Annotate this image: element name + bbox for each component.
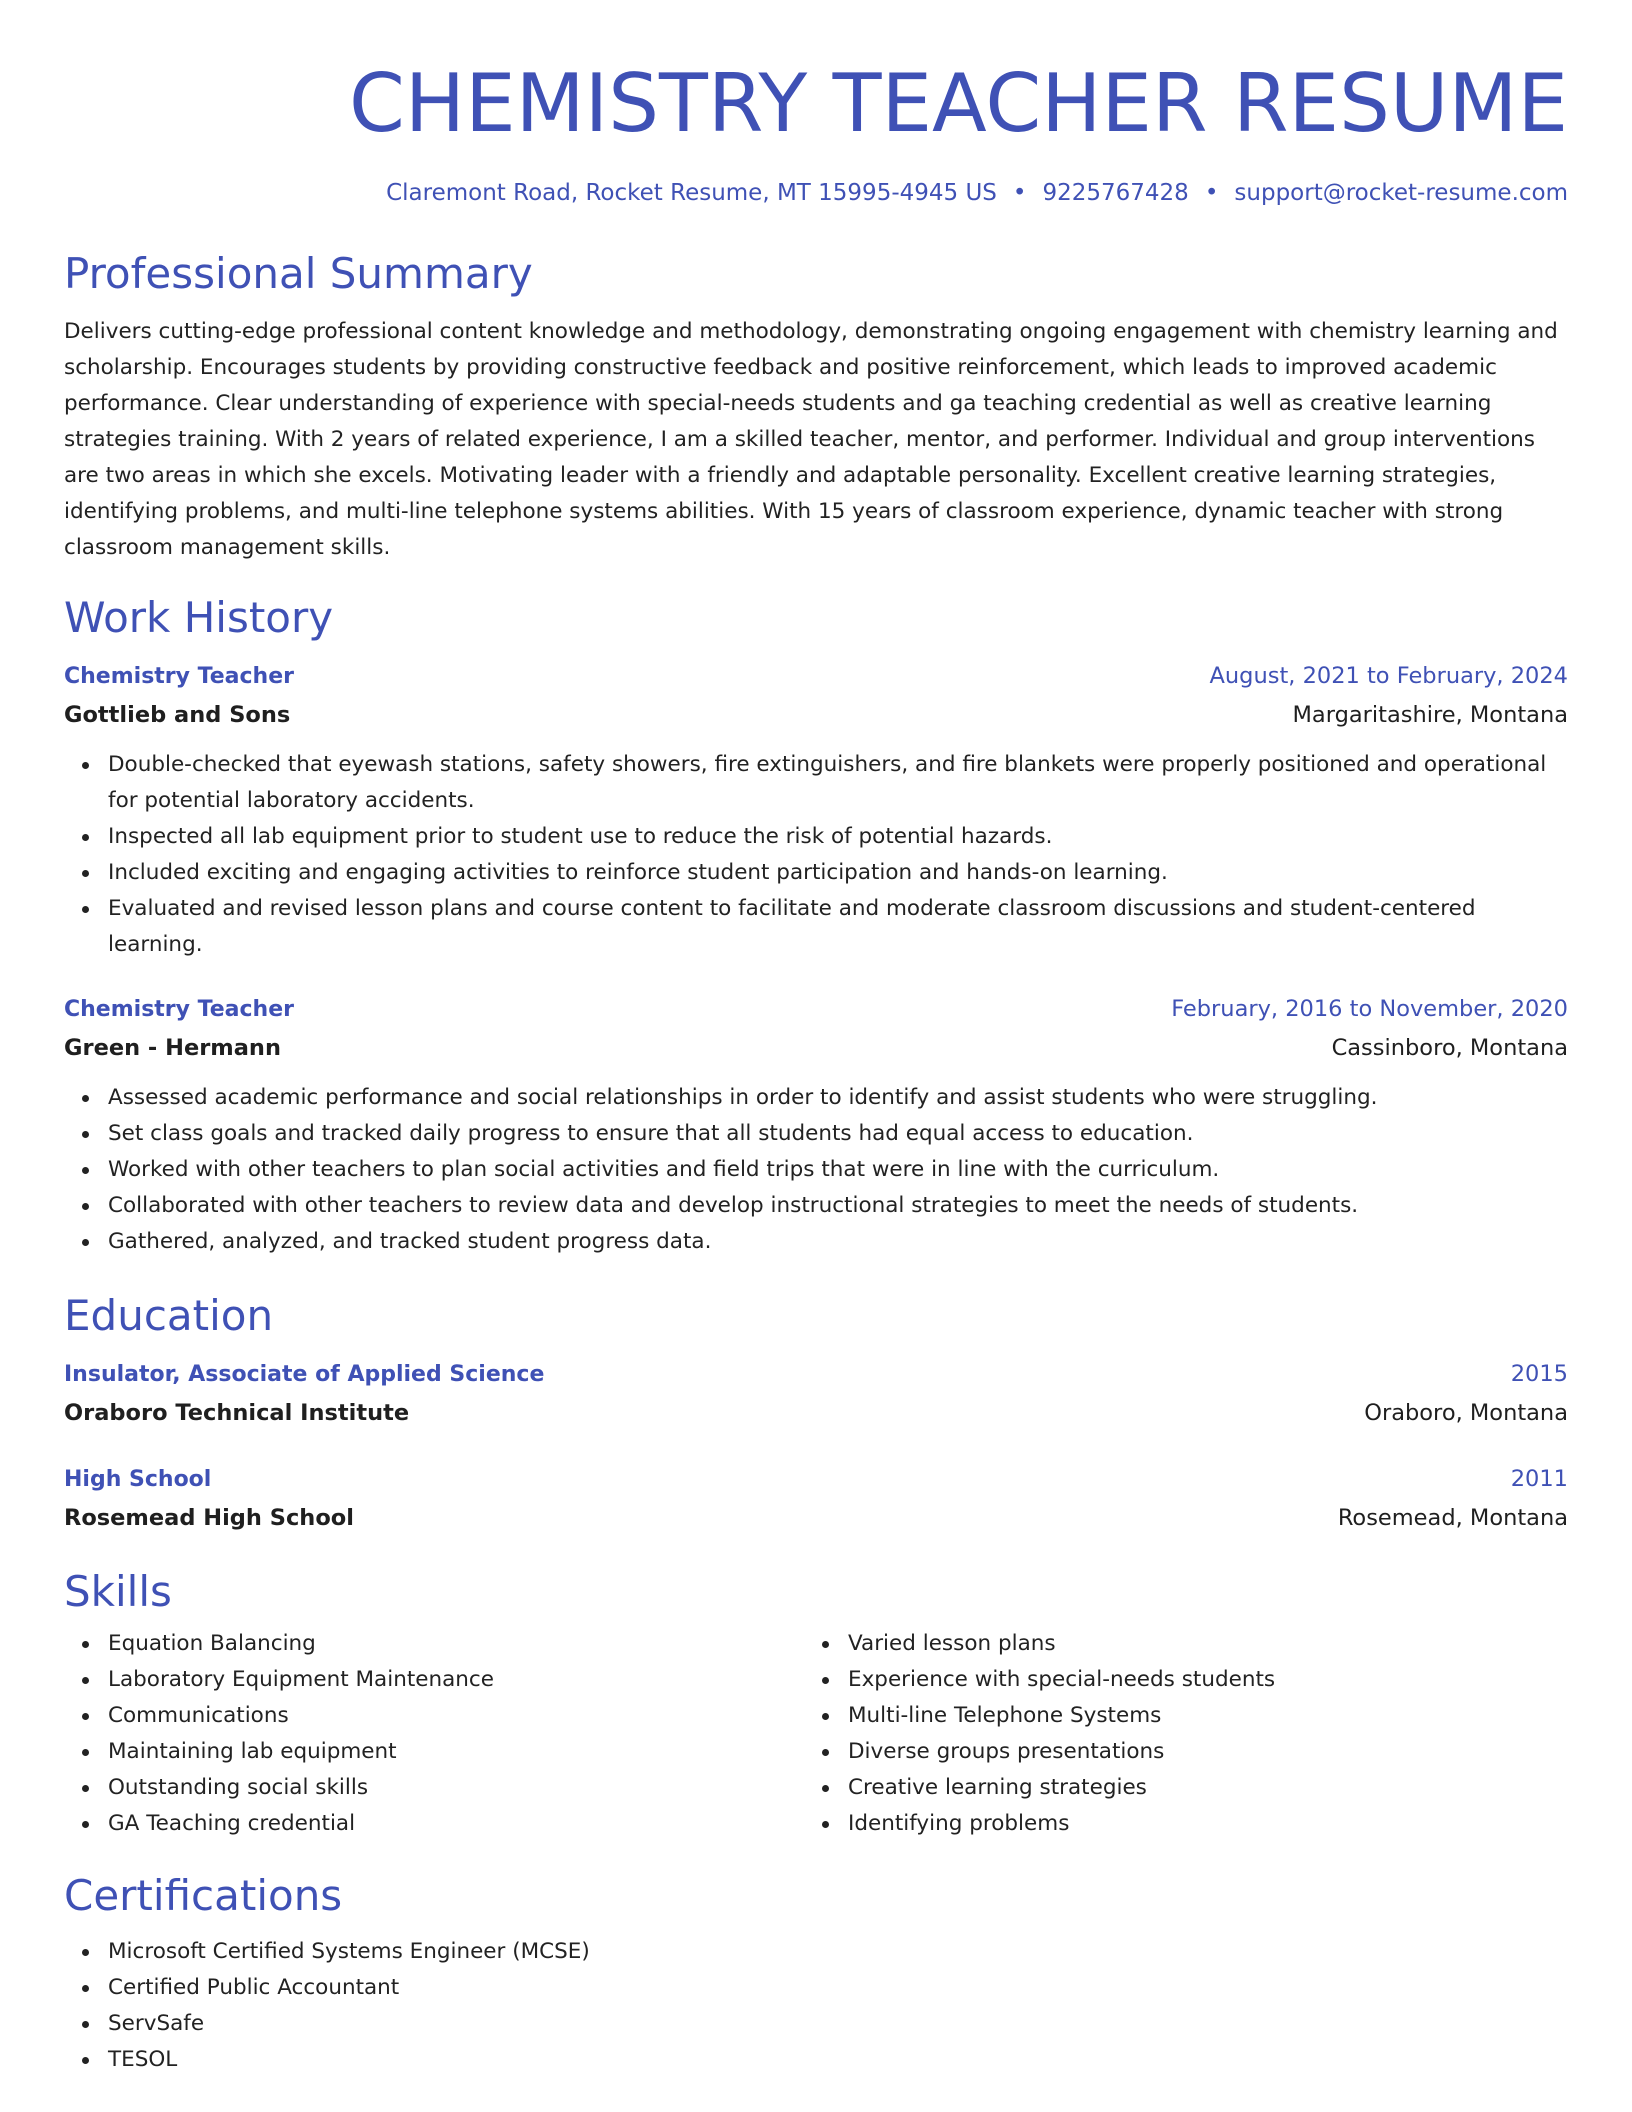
section-heading-education: Education bbox=[64, 1291, 274, 1340]
work-entry bbox=[64, 658, 1568, 963]
school-location: Rosemead, Montana bbox=[1337, 1505, 1568, 1531]
job-title: Chemistry Teacher bbox=[64, 664, 294, 689]
list-item: Inspected all lab equipment prior to student use to reduce the risk of potential hazards. bbox=[108, 819, 1568, 855]
skill-item: Equation Balancing bbox=[108, 1626, 804, 1662]
contact-phone[interactable]: 9225767428 bbox=[1042, 180, 1189, 206]
list-item: Worked with other teachers to plan social activities and field trips that were in line with the curriculum. bbox=[108, 1152, 1568, 1188]
section-heading-summary: Professional Summary bbox=[64, 249, 533, 298]
school-name: Rosemead High School bbox=[64, 1505, 354, 1531]
certification-item: Microsoft Certified Systems Engineer (MCSE) bbox=[108, 1934, 1568, 1970]
certification-item: TESOL bbox=[108, 2042, 1568, 2078]
degree-title: Insulator, Associate of Applied Science bbox=[64, 1362, 545, 1387]
degree-title: High School bbox=[64, 1467, 212, 1492]
summary-paragraph: Delivers cutting-edge professional content knowledge and methodology, demonstrating ongoing engagement with chemistry learning and scholarship. Encourages students by providing constructive feedback and positive reinforcement, which leads to improved academic performance. Clear understanding of experience with special-needs students and ga teaching credential as well as creative learning strategies training. With 2 years of related experience, I am a skilled teacher, mentor, and performer. Individual and group interventions are two areas in which she excels. Motivating leader with a friendly and adaptable personality. Excellent creative learning strategies, identifying problems, and multi-line telephone systems abilities. With 15 years of classroom experience, dynamic teacher with strong classroom management skills. bbox=[64, 319, 1558, 560]
skills-column-right bbox=[804, 1626, 1544, 1842]
work-entry-title-row bbox=[64, 658, 1568, 695]
skill-item: Diverse groups presentations bbox=[848, 1734, 1544, 1770]
skill-item: Experience with special-needs students bbox=[848, 1662, 1544, 1698]
education-title-row bbox=[64, 1461, 1568, 1498]
contact-separator: • bbox=[1204, 180, 1219, 206]
list-item: Evaluated and revised lesson plans and course content to facilitate and moderate classroom discussions and student-centered learning. bbox=[108, 891, 1568, 963]
skills-list bbox=[64, 1626, 804, 1842]
skills-list bbox=[804, 1626, 1544, 1842]
section-heading-skills: Skills bbox=[64, 1567, 172, 1616]
job-bullets bbox=[64, 747, 1568, 963]
work-entry-company-row bbox=[64, 695, 1568, 735]
certification-item: ServSafe bbox=[108, 2006, 1568, 2042]
resume-page bbox=[64, 0, 1568, 2078]
skill-item: Maintaining lab equipment bbox=[108, 1734, 804, 1770]
education-title-row bbox=[64, 1356, 1568, 1393]
contact-separator: • bbox=[1012, 180, 1027, 206]
job-title: Chemistry Teacher bbox=[64, 997, 294, 1022]
skill-item: Identifying problems bbox=[848, 1806, 1544, 1842]
education-year: 2011 bbox=[1510, 1466, 1568, 1492]
job-dates: August, 2021 to February, 2024 bbox=[1209, 663, 1568, 689]
school-location: Oraboro, Montana bbox=[1364, 1400, 1568, 1426]
skill-item: GA Teaching credential bbox=[108, 1806, 804, 1842]
skill-item: Laboratory Equipment Maintenance bbox=[108, 1662, 804, 1698]
job-location: Margaritashire, Montana bbox=[1292, 702, 1568, 728]
section-heading-work-history: Work History bbox=[64, 593, 334, 642]
work-entry-company-row bbox=[64, 1028, 1568, 1068]
work-entry-title-row bbox=[64, 991, 1568, 1028]
work-entry bbox=[64, 991, 1568, 1260]
list-item: Included exciting and engaging activities to reinforce student participation and hands-on learning. bbox=[108, 855, 1568, 891]
list-item: Double-checked that eyewash stations, safety showers, fire extinguishers, and fire blankets were properly positioned and operational for potential laboratory accidents. bbox=[108, 747, 1568, 819]
education-school-row bbox=[64, 1498, 1568, 1538]
contact-line bbox=[64, 178, 1568, 208]
contact-email[interactable]: support@rocket-resume.com bbox=[1234, 180, 1568, 206]
company-name: Gottlieb and Sons bbox=[64, 702, 291, 728]
education-school-row bbox=[64, 1393, 1568, 1433]
list-item: Gathered, analyzed, and tracked student progress data. bbox=[108, 1224, 1568, 1260]
skill-item: Creative learning strategies bbox=[848, 1770, 1544, 1806]
skill-item: Multi-line Telephone Systems bbox=[848, 1698, 1544, 1734]
contact-address: Claremont Road, Rocket Resume, MT 15995-4945 US bbox=[386, 180, 997, 206]
skills-column-left bbox=[64, 1626, 804, 1842]
company-name: Green - Hermann bbox=[64, 1035, 281, 1061]
list-item: Set class goals and tracked daily progress to ensure that all students had equal access to education. bbox=[108, 1116, 1568, 1152]
certification-item: Certified Public Accountant bbox=[108, 1970, 1568, 2006]
skill-item: Outstanding social skills bbox=[108, 1770, 804, 1806]
list-item: Collaborated with other teachers to review data and develop instructional strategies to meet the needs of students. bbox=[108, 1188, 1568, 1224]
certifications-list bbox=[64, 1934, 1568, 2078]
job-bullets bbox=[64, 1080, 1568, 1260]
resume-title: CHEMISTRY TEACHER RESUME bbox=[349, 57, 1568, 150]
education-year: 2015 bbox=[1510, 1361, 1568, 1387]
job-location: Cassinboro, Montana bbox=[1331, 1035, 1568, 1061]
skill-item: Varied lesson plans bbox=[848, 1626, 1544, 1662]
school-name: Oraboro Technical Institute bbox=[64, 1400, 410, 1426]
section-heading-certifications: Certifications bbox=[64, 1871, 343, 1920]
job-dates: February, 2016 to November, 2020 bbox=[1171, 996, 1568, 1022]
skills-grid bbox=[64, 1626, 1568, 1842]
list-item: Assessed academic performance and social relationships in order to identify and assist students who were struggling. bbox=[108, 1080, 1568, 1116]
education-entry bbox=[64, 1356, 1568, 1433]
education-entry bbox=[64, 1461, 1568, 1538]
skill-item: Communications bbox=[108, 1698, 804, 1734]
